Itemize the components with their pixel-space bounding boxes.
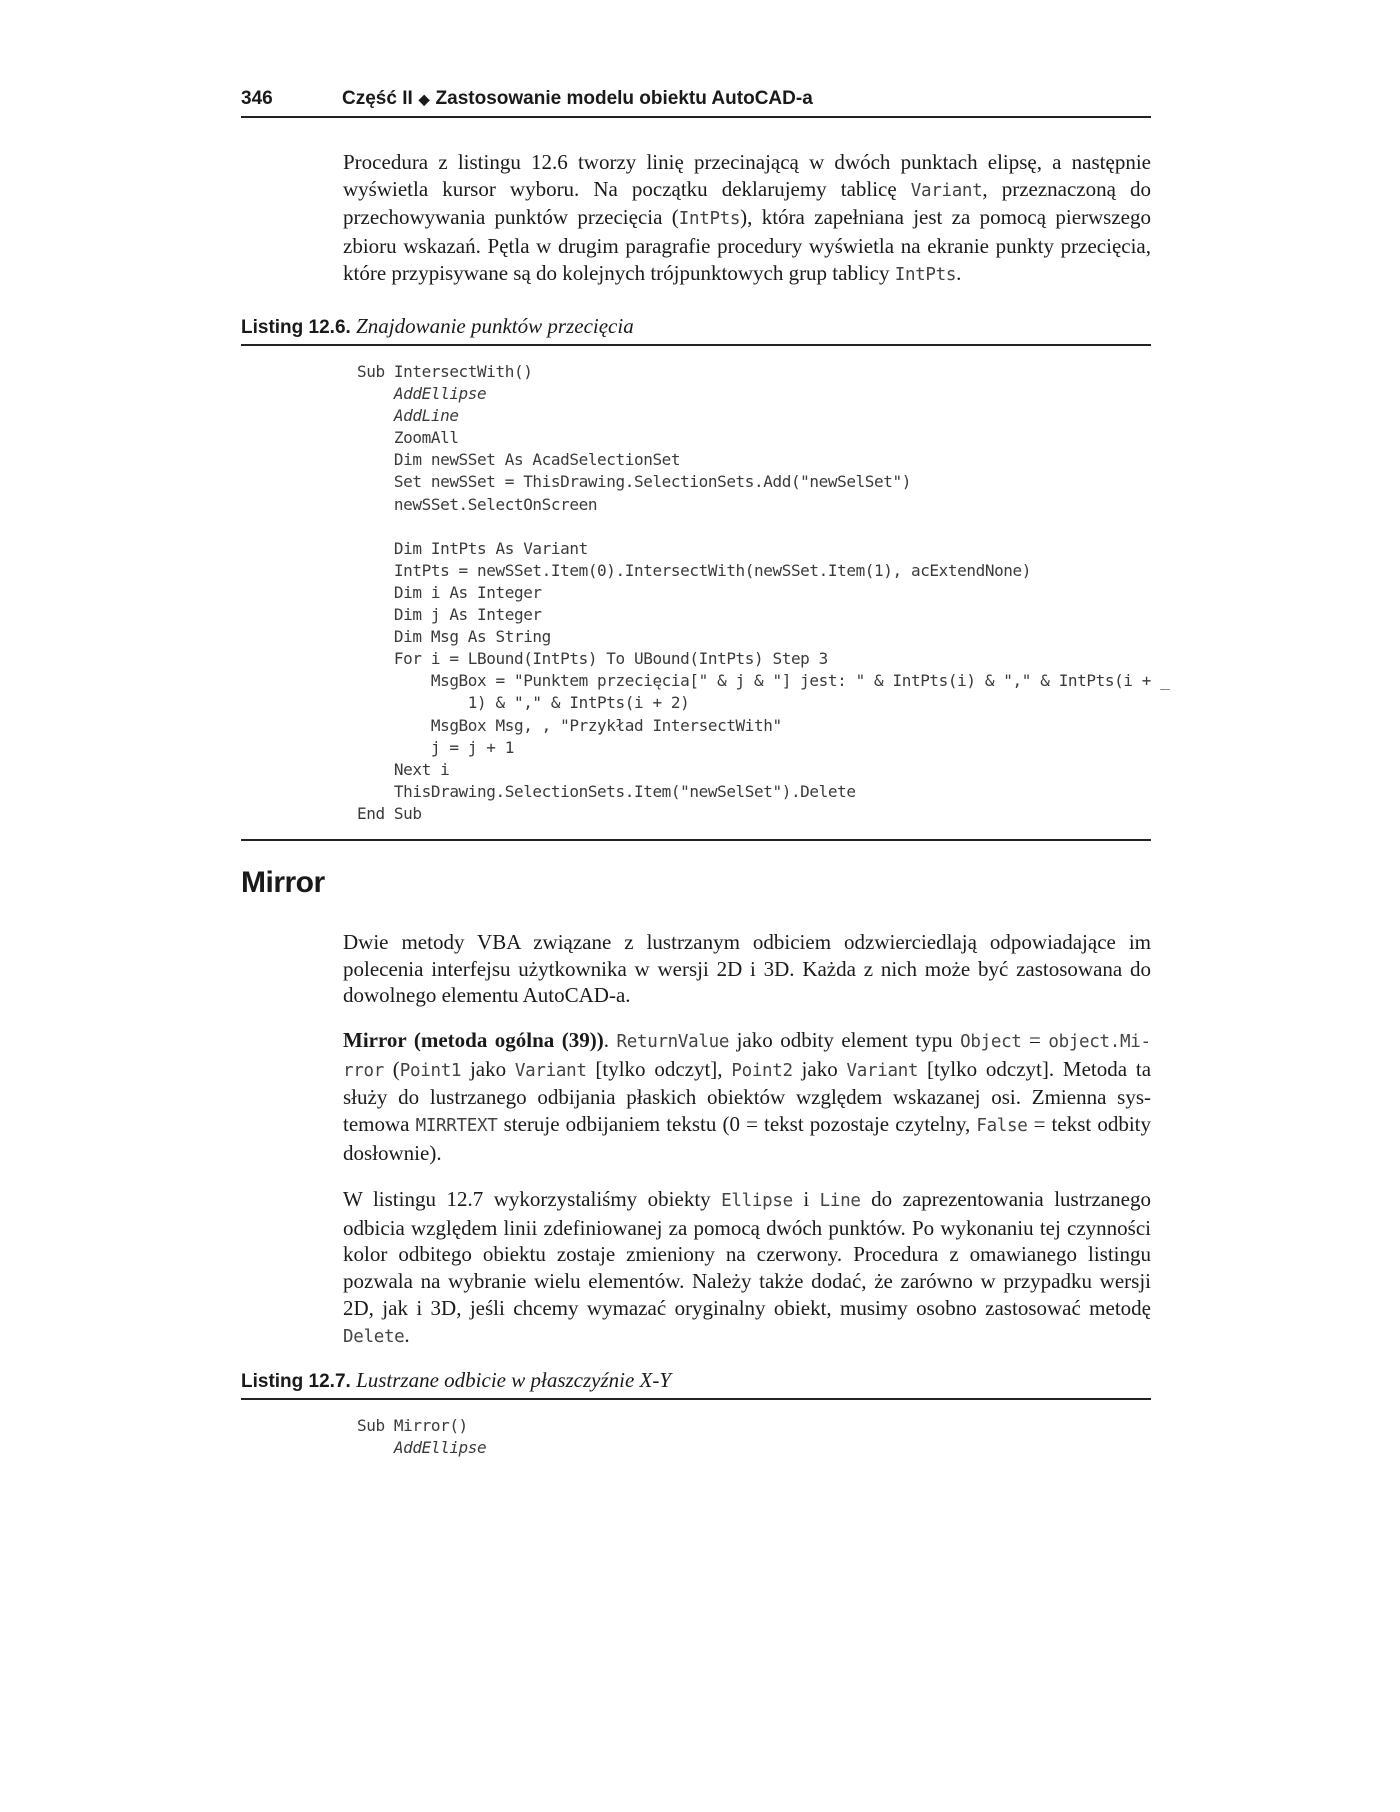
code-run: Variant <box>846 1060 919 1081</box>
code-run: Ellipse <box>721 1191 793 1211</box>
code-line: MsgBox = "Punktem przecięcia[" & j & "] jest: " & IntPts(i) & "," & IntPts(i + _ <box>357 671 1170 691</box>
code-line: Sub IntersectWith() <box>357 362 533 381</box>
running-header <box>241 88 1151 118</box>
diamond-separator-icon: ◆ <box>418 91 430 107</box>
code-line: Dim newSSet As AcadSelectionSet <box>357 450 681 470</box>
code-line: Dim IntPts As Variant <box>357 538 588 558</box>
listing-top-rule <box>241 1398 1151 1400</box>
code-line: Sub Mirror() <box>357 1416 468 1435</box>
code-line: 1) & "," & IntPts(i + 2) <box>357 693 690 713</box>
code-run: Point1 <box>399 1060 462 1081</box>
code-listing-12-7 <box>357 1415 1147 1459</box>
text-run: . <box>404 1322 410 1347</box>
code-line: For i = LBound(IntPts) To UBound(IntPts) Step 3 <box>357 649 828 669</box>
mirror-intro-paragraph: Dwie metody VBA związane z lustrzanym odbiciem odzwierciedlają odpowiadające im polecenia interfejsu użytkownika w wersji 2D i 3D. Każda z nich może być zastosowana do dowolnego elementu AutoCAD-a. <box>343 930 1151 1008</box>
code-line: MsgBox Msg, , "Przykład IntersectWith" <box>357 715 782 735</box>
code-run: Variant <box>514 1060 587 1081</box>
text-run: do zaprezentowania lustrzanego odbicia względem linii zdefiniowanej za pomocą dwóch punktów. Po wykonaniu tej czynności kolor odbitego obiektu zostaje zmieniony na czerwony. Procedura z omawianego listingu pozwala na wybranie wielu elementów. Należy także dodać, że zarówno w przypadku wersji 2D, jak i 3D, jeśli chcemy wymazać oryginalny obiekt, musimy osobno zastosować metodę <box>343 1187 1151 1320</box>
listing-caption-12-7 <box>241 1368 1151 1396</box>
listing-bottom-rule <box>241 839 1151 841</box>
text-run: = <box>1021 1028 1049 1052</box>
code-run: Variant <box>910 180 983 201</box>
code-run: Line <box>819 1191 861 1211</box>
text-run: ), która zapełniana jest za pomocą pierwszego zbioru wskazań. Pętla w drugim paragrafie procedury wyświetla na ekranie punkty przecięcia, które przypisywane są do kolejnych trójpunktowych grup tablicy <box>343 205 1151 285</box>
intro-paragraph <box>343 149 1151 289</box>
listing-label: Listing 12.6. <box>241 317 351 338</box>
mirror-method-paragraph <box>343 1027 1151 1167</box>
text-run: , przeznaczoną do przechowywania punktów przecięcia ( <box>343 176 1151 230</box>
code-line: j = j + 1 <box>357 737 514 757</box>
code-line: ThisDrawing.SelectionSets.Item("newSelSet").Delete <box>357 781 856 801</box>
code-run: False <box>976 1116 1028 1137</box>
code-run: Object <box>960 1032 1022 1052</box>
code-line: Set newSSet = ThisDrawing.SelectionSets.Add("newSelSet") <box>357 472 911 492</box>
code-run: IntPts <box>678 209 741 230</box>
code-run: object.Mirror <box>343 1032 1152 1081</box>
text-run: ( <box>383 1056 400 1081</box>
text-run: = tekst odbity dosłownie). <box>343 1112 1151 1165</box>
code-run: Delete <box>343 1326 405 1347</box>
method-name: Mirror (metoda ogólna (39)) <box>343 1028 604 1052</box>
text-run: Procedura z listingu 12.6 tworzy linię przecinającą w dwóch punktach elipsę, a następnie wyświetla kursor wyboru. Na początku deklarujemy tablicę <box>343 150 1151 201</box>
code-line <box>357 516 1147 538</box>
listing-title: Znajdowanie punktów przecięcia <box>356 314 634 338</box>
code-line: AddEllipse <box>357 1438 487 1458</box>
chapter-title: Zastosowanie modelu obiektu AutoCAD-a <box>435 88 813 109</box>
text-run: jako <box>461 1056 515 1081</box>
code-run: ReturnValue <box>616 1032 730 1052</box>
mirror-listing-paragraph <box>343 1186 1151 1350</box>
part-label: Część II <box>342 88 413 109</box>
code-line: Dim i As Integer <box>357 582 542 602</box>
section-heading: Mirror <box>241 866 325 899</box>
text-run: . <box>956 260 962 285</box>
code-line: End Sub <box>357 803 422 823</box>
code-run: IntPts <box>894 264 957 285</box>
code-run: Point2 <box>731 1060 793 1081</box>
code-line: IntPts = newSSet.Item(0).IntersectWith(newSSet.Item(1), acExtendNone) <box>357 560 1031 580</box>
code-line: ZoomAll <box>357 428 459 448</box>
page-number: 346 <box>241 88 273 109</box>
code-line: AddEllipse <box>357 384 487 404</box>
listing-caption-12-6 <box>241 314 1151 342</box>
listing-top-rule <box>241 344 1151 346</box>
text-run: jako odbity element typu <box>729 1028 961 1052</box>
text-run: . <box>603 1028 617 1052</box>
code-line: newSSet.SelectOnScreen <box>357 494 598 514</box>
text-run: steruje odbijaniem tekstu (0 = tekst pozostaje czytelny, <box>497 1112 977 1137</box>
text-run: i <box>792 1187 820 1211</box>
text-run: W listingu 12.7 wykorzystaliśmy obiekty <box>343 1187 722 1211</box>
code-listing-12-6 <box>357 361 1170 825</box>
text-run: jako <box>792 1056 847 1081</box>
listing-label: Listing 12.7. <box>241 1371 351 1392</box>
code-line: Dim j As Integer <box>357 605 542 625</box>
code-line: Dim Msg As String <box>357 627 551 647</box>
text-run: [tylko odczyt], <box>586 1056 732 1081</box>
listing-title: Lustrzane odbicie w płaszczyźnie X-Y <box>356 1368 672 1392</box>
code-run: MIRRTEXT <box>415 1116 498 1137</box>
code-line: Next i <box>357 759 450 779</box>
code-line: AddLine <box>357 406 459 426</box>
text-run: [tylko odczyt]. Metoda ta służy do lustrzanego odbijania płaskich obiektów względem wskazanej osi. Zmienna systemowa <box>343 1056 1152 1137</box>
